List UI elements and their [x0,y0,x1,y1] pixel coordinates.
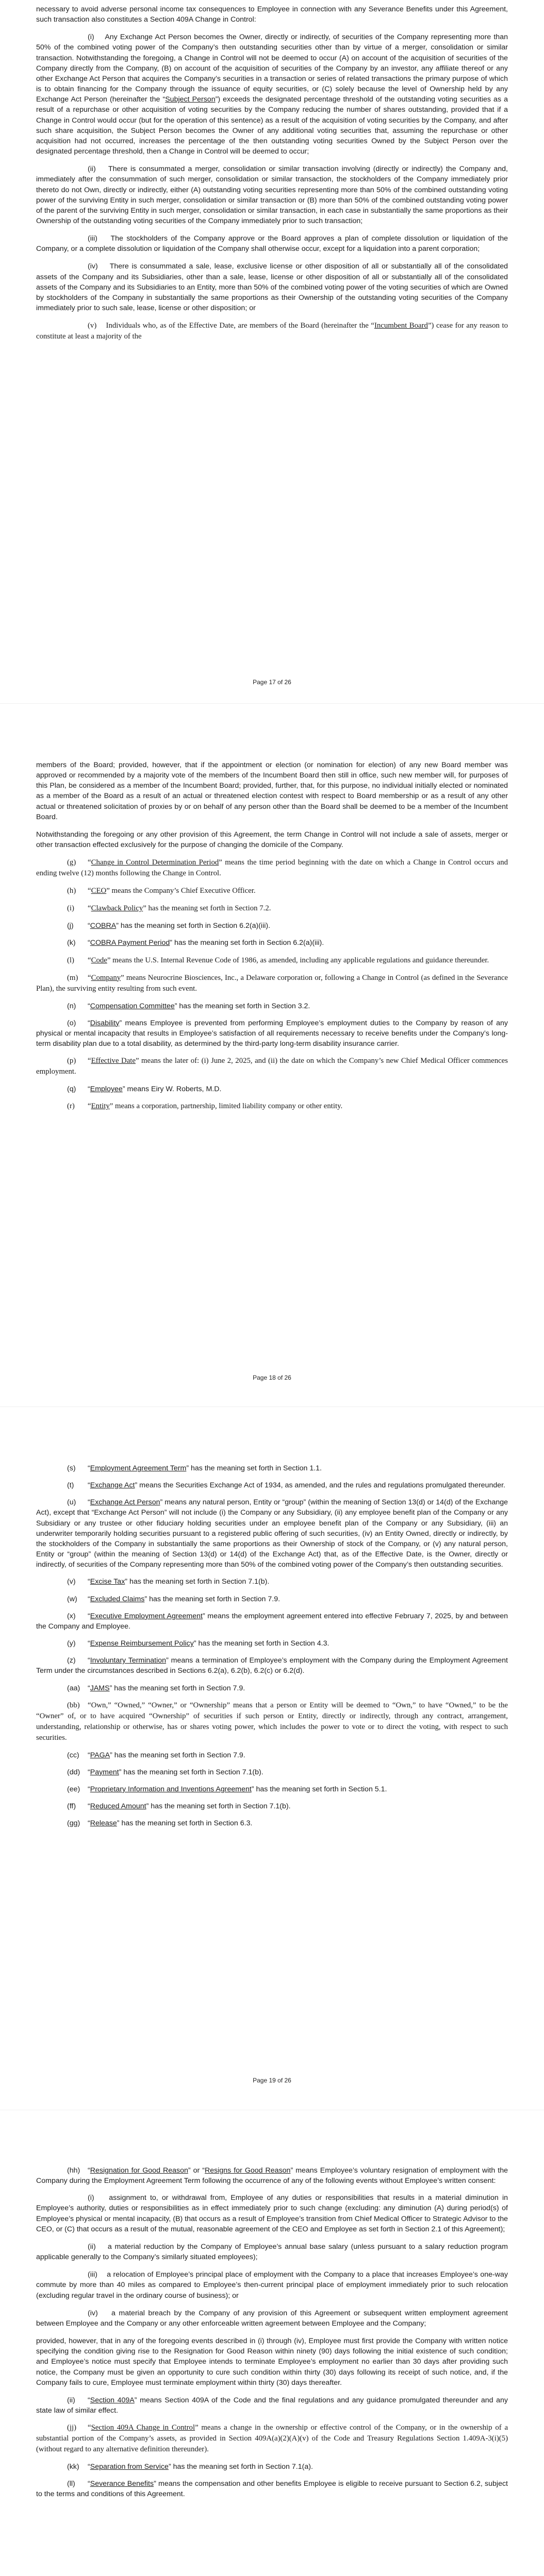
page-19-body [36,1463,508,1835]
defined-term: COBRA Payment Period [90,939,170,947]
definition-label: (ll) [67,2480,75,2488]
clause-v [36,320,508,342]
definition-label: (u) [67,1498,76,1507]
definition-text: ” has the meaning set forth in Section 7.2. [143,904,271,913]
page-17-body [36,4,508,349]
page-number: Page 17 of 26 [253,679,291,686]
definition-label: (dd) [67,1768,80,1776]
paragraph: Notwithstanding the foregoing or any other provision of this Agreement, the term Change in Control will not include a sale of assets, merger or other transaction effected exclusively for the purpose of changing the domicile of the Company. [36,830,508,850]
definition-ll: (ll) “Severance Benefits” means the compensation and other benefits Employee is eligible to receive pursuant to Section 6.2, subject to the terms and conditions of this Agreement. [36,2480,508,2499]
defined-term: Expense Reimbursement Policy [90,1639,194,1648]
definition-l: (l) “Code” means the U.S. Internal Revenue Code of 1986, as amended, including any applicable regulations and guidance thereunder. [36,955,508,966]
definition-aa: (aa) “JAMS” has the meaning set forth in Section 7.9. [36,1683,508,1693]
reason-ii [36,2242,508,2262]
definition-text: ” means the later of: (i) June 2, 2025, and (ii) the date on which the Company’s new Chief Medical Officer commences employment. [36,1057,508,1076]
definition-t: (t) “Exchange Act” means the Securities Exchange Act of 1934, as amended, and the rules and regulations promulgated thereunder. [36,1480,508,1490]
defined-term: Incumbent Board [374,321,428,330]
definition-label: (x) [67,1612,76,1620]
definition-w: (w) “Excluded Claims” has the meaning set forth in Section 7.9. [36,1594,508,1604]
definition-j: (j) “COBRA” has the meaning set forth in Section 6.2(a)(iii). [36,921,508,931]
definition-text: ” has the meaning set forth in Section 5.1. [251,1785,387,1793]
page-number: Page 18 of 26 [253,1374,291,1381]
clause-text: Any Exchange Act Person becomes the Owner, directly or indirectly, of securities of the Company representing more than 50% of the combined voting power of the Company’s then outstanding securities other than by virtue of a merger, consolidation or similar transaction. Notwithstanding the foregoing, a Change in Control will not be deemed to occur (A) on account of the acquisition of securities of the Company directly from the Company, (B) on account of the acquisition of securities of the Company by an investor, any affiliate thereof or any other Exchange Act Person that acquires the Company’s securities in a transaction or series of related transactions the primary purpose of which is to obtain financing for the Company through the issuance of equity securities, or (C) solely because the level of Ownership held by any Exchange Act Person (hereinafter the “ [36,33,508,104]
page-20 [0,2110,544,2576]
definition-u: (u) “Exchange Act Person” means any natural person, Entity or “group” (within the meaning of Section 13(d) or 14(d) of the Exchange Act), except that “Exchange Act Person” will not include (i) the Company or any Subsidiary, (ii) any employee benefit plan of the Company or any Subsidiary or any trustee or other fiduciary holding securities under an employee benefit plan of the Company or any Subsidiary, (iii) an underwriter temporarily holding securities pursuant to a registered public offering of such securities, (iv) an Entity Owned, directly or indirectly, by the stockholders of the Company in substantially the same proportions as their Ownership of stock of the Company, or (v) any natural person, Entity or “group” (within the meaning of Section 13(d) or 14(d) of the Exchange Act) that, as of the Effective Date, is the Owner, directly or indirectly, of securities of the Company representing more than 50% of the combined voting power of the Company’s then outstanding securities. [36,1498,508,1569]
defined-term: Excluded Claims [90,1595,145,1603]
page-18-body [36,760,508,1118]
defined-term: Proprietary Information and Inventions Agreement [90,1785,252,1793]
defined-term: Code [91,956,107,964]
definition-v: (v) “Excise Tax” has the meaning set forth in Section 7.1(b). [36,1577,508,1587]
definition-label: (ee) [67,1785,80,1793]
clause-label: (i) [88,2194,94,2202]
clause-text: a material reduction by the Company of Employee’s annual base salary (unless pursuant to a salary reduction program applicable generally to the Company’s similarly situated employees); [36,2242,508,2262]
definition-i: (i) “Clawback Policy” has the meaning set forth in Section 7.2. [36,903,508,914]
definition-text: ” or “ [188,2166,205,2175]
definition-s: (s) “Employment Agreement Term” has the meaning set forth in Section 1.1. [36,1463,508,1473]
definition-text: ” means the compensation and other benefits Employee is eligible to receive pursuant to Section 6.2, subject to the terms and conditions of this Agreement. [36,2480,508,2499]
definition-x: (x) “Executive Employment Agreement” means the employment agreement entered into effective February 7, 2025, by and between the Company and Employee. [36,1612,508,1631]
definition-label: (m) [67,973,78,982]
definition-text: ” has the meaning set forth in Section 7.1(b). [146,1802,291,1811]
defined-term: Exchange Act [90,1481,135,1490]
reason-iv [36,2308,508,2329]
page-19 [0,1406,544,2110]
defined-term: JAMS [90,1684,110,1692]
definition-text: ” has the meaning set forth in Section 7.9. [109,1684,245,1692]
definition-gg: (gg) “Release” has the meaning set forth in Section 6.3. [36,1818,508,1828]
definition-text: ” has the meaning set forth in Section 7.1(b). [119,1768,263,1776]
reason-iii [36,2269,508,2300]
definition-q: (q) “Employee” means Eiry W. Roberts, M.D. [36,1084,508,1094]
proviso: provided, however, that in any of the foregoing events described in (i) through (iv), Employee must first provide the Company with written notice specifying the condition giving rise to the Resignation for Good Reason within ninety (90) days following the initial existence of such condition; and Employee’s notice must specify that Employee intends to terminate Employee’s employment no earlier than 30 days after providing such notice, the Company must be given an opportunity to cure such condition within thirty (30) days following its receipt of such notice, and, if the Company fails to cure, Employee must terminate employment within thirty (30) days thereafter. [36,2337,508,2387]
definition-text: ” means the Company’s Chief Executive Officer. [106,887,256,895]
definition-text: ” has the meaning set forth in Section 7.9. [110,1751,245,1759]
definition-label: (n) [67,1002,76,1010]
defined-term: Reduced Amount [90,1802,146,1811]
defined-term: Executive Employment Agreement [90,1612,203,1620]
defined-term: Section 409A [90,2396,135,2404]
clause-ii [36,164,508,226]
clause-label: (ii) [88,2242,96,2251]
definition-label: (h) [67,887,76,895]
clause-label: (ii) [88,165,96,174]
defined-term: Entity [91,1102,110,1111]
definition-label: (ii) [67,2396,75,2404]
definition-text: ” has the meaning set forth in Section 1.1. [186,1464,322,1472]
definition-text: ” has the meaning set forth in Section 7.1(a). [168,2463,313,2471]
definition-text: ” means Eiry W. Roberts, M.D. [122,1085,222,1094]
definition-label: (j) [67,922,74,930]
defined-term: CEO [91,887,107,895]
definition-z: (z) “Involuntary Termination” means a termination of Employee’s employment with the Company during the Employment Agreement Term under the circumstances described in Sections 6.2(a), 6.2(b), 6.2(c) or 6.2(d). [36,1656,508,1675]
definition-label: (kk) [67,2463,79,2471]
defined-term: Clawback Policy [91,904,143,913]
definition-text: ” has the meaning set forth in Section 7.9. [144,1595,281,1603]
defined-term: Payment [90,1768,119,1776]
definition-ff: (ff) “Reduced Amount” has the meaning set forth in Section 7.1(b). [36,1801,508,1811]
defined-term: COBRA [90,922,117,930]
clause-label: (iii) [88,2270,97,2279]
definition-text: ” means Section 409A of the Code and the final regulations and any guidance promulgated thereunder and any state law of similar effect. [36,2396,508,2415]
clause-text: ”) cease for any reason to constitute at least a majority of the [36,321,508,341]
page-20-body [36,2165,508,2506]
definition-label: (z) [67,1656,76,1665]
definition-text: ” means the U.S. Internal Revenue Code of 1986, as amended, including any applicable regulations and guidance thereunder. [107,956,489,964]
clause-label: (i) [88,33,94,42]
definition-label: (hh) [67,2166,80,2175]
page-number: Page 19 of 26 [253,2077,291,2084]
definition-text: ” means the time period beginning with the date on which a Change in Control occurs and ending twelve (12) months following the Change in Control. [36,858,508,878]
defined-term: Compensation Committee [90,1002,175,1010]
definition-label: (w) [67,1595,77,1603]
page-18 [0,703,544,1406]
definition-ii: (ii) “Section 409A” means Section 409A of the Code and the final regulations and any guidance promulgated thereunder and any state law of similar effect. [36,2396,508,2415]
definition-kk: (kk) “Separation from Service” has the meaning set forth in Section 7.1(a). [36,2462,508,2472]
definition-cc: (cc) “PAGA” has the meaning set forth in Section 7.9. [36,1750,508,1760]
clause-label: (iv) [88,262,98,271]
defined-term: Employment Agreement Term [90,1464,187,1472]
definition-hh: (hh) “Resignation for Good Reason” or “Resigns for Good Reason” means Employee’s voluntary resignation of employment with the Company during the Employment Agreement Term following the occurrence of any of the following events without Employee’s written consent: [36,2166,508,2185]
definition-y: (y) “Expense Reimbursement Policy” has the meaning set forth in Section 4.3. [36,1638,508,1649]
definition-text: ” means Employee’s voluntary resignation of employment with the Company during the Employment Agreement Term following the occurrence of any of the following events without Employee’s written consent: [36,2166,508,2185]
clause-iii [36,233,508,254]
definition-label: (s) [67,1464,76,1472]
definition-text: ” has the meaning set forth in Section 4.3. [193,1639,329,1648]
defined-term: Excise Tax [90,1578,125,1586]
defined-term: Change in Control Determination Period [91,858,219,867]
definition-label: (t) [67,1481,74,1490]
definition-label: (jj) [67,2424,77,2432]
defined-term: Release [90,1819,117,1828]
defined-term: Resignation for Good Reason [90,2166,188,2175]
definition-o: (o) “Disability” means Employee is prevented from performing Employee’s employment duties to the Company by reason of any physical or mental incapacity that results in Employee’s satisfaction of all requirements necessary to receive benefits under the Company’s long-term disability plan due to a total disability, as determined by the third-party long-term disability insurance carrier. [36,1019,508,1048]
clause-label: (iv) [88,2309,98,2317]
definition-label: (gg) [67,1819,80,1828]
definition-k: (k) “COBRA Payment Period” has the meaning set forth in Section 6.2(a)(iii). [36,938,508,948]
definition-text: ” means the Securities Exchange Act of 1934, as amended, and the rules and regulations promulgated thereunder. [135,1481,506,1490]
clause-i [36,32,508,157]
clause-text: Individuals who, as of the Effective Date, are members of the Board (hereinafter the “ [106,321,374,330]
definition-jj: (jj) “Section 409A Change in Control” means a change in the ownership or effective control of the Company, or in the ownership of a substantial portion of the Company’s assets, as provided in Section 409A(a)(2)(A)(v) of the Code and Treasury Regulations Section 1.409A-3(i)(5) (without regard to any alternative definition thereunder). [36,2424,508,2454]
definition-label: (r) [67,1102,75,1111]
definition-label: (g) [67,858,76,867]
clause-iv [36,261,508,313]
definition-text: ” has the meaning set forth in Section 6.3. [117,1819,253,1828]
defined-term: PAGA [90,1751,110,1759]
definition-text: ” means Neurocrine Biosciences, Inc., a Delaware corporation or, following a Change in Control (as defined in the Severance Plan), the surviving entity resulting from such event. [36,973,508,993]
defined-term: Separation from Service [90,2463,169,2471]
clause-text: There is consummated a sale, lease, exclusive license or other disposition of all or substantially all of the consolidated assets of the Company and its Subsidiaries, other than a sale, lease, license or other disposition of all or substantially all of the consolidated assets of the Company and its Subsidiaries to an Entity, more than 50% of the combined voting power of the voting securities of which are Owned by stockholders of the Company in substantially the same proportions as their Ownership of the outstanding voting securities of the Company immediately prior to such sale, lease, license or other disposition; or [36,262,508,313]
clause-text: There is consummated a merger, consolidation or similar transaction involving (directly or indirectly) the Company and, immediately after the consummation of such merger, consolidation or similar transaction, the stockholders of the Company immediately prior thereto do not Own, directly or indirectly, either (A) outstanding voting securities representing more than 50% of the combined outstanding voting power of the surviving Entity in such merger, consolidation or similar transaction or (B) more than 50% of the combined outstanding voting power of the parent of the surviving Entity in such merger, consolidation or similar transaction, in each case in substantially the same proportions as their Ownership of the outstanding voting securities of the Company immediately prior to such transaction; [36,165,508,225]
paragraph: necessary to avoid adverse personal income tax consequences to Employee in connection with any Severance Benefits under this Agreement, such transaction also constitutes a Section 409A Change in Control: [36,5,508,24]
defined-term: Exchange Act Person [90,1498,160,1507]
definition-text: ” means a corporation, partnership, limited liability company or other entity. [109,1102,343,1111]
definition-label: (o) [67,1019,76,1027]
definition-label: (ff) [67,1802,76,1811]
definition-label: (l) [67,956,74,964]
defined-term: Involuntary Termination [90,1656,167,1665]
clause-text: a material breach by the Company of any provision of this Agreement or subsequent written employment agreement between Employee and the Company or any other enforceable written agreement between Employee and the Company; [36,2309,508,2328]
definition-label: (k) [67,939,76,947]
definition-dd: (dd) “Payment” has the meaning set forth in Section 7.1(b). [36,1767,508,1777]
defined-term: Employee [90,1085,123,1094]
clause-text: a relocation of Employee’s principal place of employment with the Company to a place that increases Employee’s one-way commute by more than 40 miles as compared to Employee’s then-current principal place of employment immediately prior to such relocation (excluding regular travel in the ordinary course of business); or [36,2270,508,2300]
definition-text: ” has the meaning set forth in Section 7.1(b). [125,1578,270,1586]
definition-text: ” means a termination of Employee’s employment with the Company during the Employment Agreement Term under the circumstances described in Sections 6.2(a), 6.2(b), 6.2(c) or 6.2(d). [36,1656,508,1675]
definition-text: ” means any natural person, Entity or “group” (within the meaning of Section 13(d) or 14(d) of the Exchange Act), except that “Exchange Act Person” will not include (i) the Company or any Subsidiary, (ii) any employee benefit plan of the Company or any Subsidiary or any trustee or other fiduciary holding securities under an employee benefit plan of the Company or any Subsidiary, (iii) an underwriter temporarily holding securities pursuant to a registered public offering of such securities, (iv) an Entity Owned, directly or indirectly, by the stockholders of the Company in substantially the same proportions as their Ownership of stock of the Company, or (v) any natural person, Entity or “group” (within the meaning of Section 13(d) or 14(d) of the Exchange Act) that, as of the Effective Date, is the Owner, directly or indirectly, of securities of the Company representing more than 50% of the combined voting power of the Company’s then outstanding securities. [36,1498,508,1569]
clause-label: (v) [88,321,97,330]
definition-text: ” has the meaning set forth in Section 6.2(a)(iii). [170,939,324,947]
definition-ee: (ee) “Proprietary Information and Inventions Agreement” has the meaning set forth in Section 5.1. [36,1784,508,1794]
definition-n: (n) “Compensation Committee” has the meaning set forth in Section 3.2. [36,1001,508,1011]
defined-term: Severance Benefits [90,2480,154,2488]
defined-term: Effective Date [91,1057,136,1065]
definition-m: (m) “Company” means Neurocrine Biosciences, Inc., a Delaware corporation or, following a Change in Control (as defined in the Severance Plan), the surviving entity resulting from such event. [36,973,508,993]
definition-g: (g) “Change in Control Determination Period” means the time period beginning with the date on which a Change in Control occurs and ending twelve (12) months following the Change in Control. [36,858,508,878]
definition-text: ” has the meaning set forth in Section 6.2(a)(iii). [116,922,271,930]
definition-label: (q) [67,1085,76,1094]
definition-label: (v) [67,1578,76,1586]
definition-label: (p) [67,1057,76,1065]
clause-text: The stockholders of the Company approve or the Board approves a plan of complete dissolution or liquidation of the Company, or a complete dissolution or liquidation of the Company shall otherwise occur, except for a liquidation into a parent corporation; [36,234,508,253]
definition-label: (cc) [67,1751,79,1759]
definition-text: ” means a change in the ownership or effective control of the Company, or in the ownership of a substantial portion of the Company’s assets, as provided in Section 409A(a)(2)(A)(v) of the Code and Treasury Regulations Section 1.409A-3(i)(5) (without regard to any alternative definition thereunder). [36,2424,508,2454]
definition-text: ” has the meaning set forth in Section 3.2. [174,1002,310,1010]
definition-label: (i) [67,904,74,913]
clause-label: (iii) [88,234,97,243]
definition-text: ” means Employee is prevented from performing Employee’s employment duties to the Company by reason of any physical or mental incapacity that results in Employee’s satisfaction of all requirements necessary to receive benefits under the Company’s long-term disability plan due to a total disability, as determined by the third-party long-term disability insurance carrier. [36,1019,508,1048]
clause-text: ”) exceeds the designated percentage threshold of the outstanding voting securities as a result of a repurchase or other acquisition of voting securities by the Company reducing the number of shares outstanding, provided that if a Change in Control would occur (but for the operation of this sentence) as a result of the acquisition of voting securities by the Company, and after such share acquisition, the Subject Person becomes the Owner of any additional voting securities that, assuming the repurchase or other acquisition had not occurred, increases the percentage of the then outstanding voting securities Owned by the Subject Person over the designated percentage threshold, then a Change in Control will be deemed to occur; [36,95,508,156]
reason-i [36,2193,508,2234]
definition-label: (y) [67,1639,76,1648]
clause-text: assignment to, or withdrawal from, Employee of any duties or responsibilities that results in a material diminution in Employee’s authority, duties or responsibilities as in effect immediately prior to such change (excluding: any diminution (A) during period(s) of Employee’s physical or mental incapacity, (B) that occurs as a result of Employee’s transition from Chief Medical Officer to Strategic Advisor to the CEO, or (C) that occurs as a result of the mutual, reasonable agreement of the CEO and Employee as set forth in Section 2.1 of this Agreement); [36,2194,508,2233]
defined-term: Company [91,973,121,982]
paragraph: members of the Board; provided, however, that if the appointment or election (or nomination for election) of any new Board member was approved or recommended by a majority vote of the members of the Incumbent Board then still in office, such new member will, for purposes of this Plan, be considered as a member of the Incumbent Board; provided, further, that, for this purpose, no individual initially elected or nominated as a member of the Board as a result of an actual or threatened election contest with respect to Board membership or as a result of any other actual or threatened solicitation of proxies by or on behalf of any person other than the Board shall be deemed to be a member of the Incumbent Board. [36,761,508,821]
definition-text: ” means the employment agreement entered into effective February 7, 2025, by and between the Company and Employee. [36,1612,508,1631]
definition-bb [36,1700,508,1743]
definition-label: (aa) [67,1684,80,1692]
defined-term: Disability [90,1019,120,1027]
definition-h: (h) “CEO” means the Company’s Chief Executive Officer. [36,886,508,896]
defined-term: Section 409A Change in Control [91,2424,195,2432]
definition-label: (bb) [67,1701,80,1709]
definition-r: (r) “Entity” means a corporation, partnership, limited liability company or other entity. [36,1101,508,1112]
defined-term: Resigns for Good Reason [204,2166,291,2175]
defined-term: Subject Person [165,95,216,104]
page-17 [0,0,544,699]
definition-text: “Own,” “Owned,” “Owner,” or “Ownership” means that a person or Entity will be deemed to “Own,” to have “Owned,” to be the “Owner” of, or to have acquired “Ownership” of securities if such person or Entity, directly or indirectly, through any contract, arrangement, understanding, relationship or otherwise, has or shares voting power, which includes the power to vote or to direct the voting, with respect to such securities. [36,1701,508,1742]
definition-p: (p) “Effective Date” means the later of: (i) June 2, 2025, and (ii) the date on which the Company’s new Chief Medical Officer commences employment. [36,1057,508,1076]
